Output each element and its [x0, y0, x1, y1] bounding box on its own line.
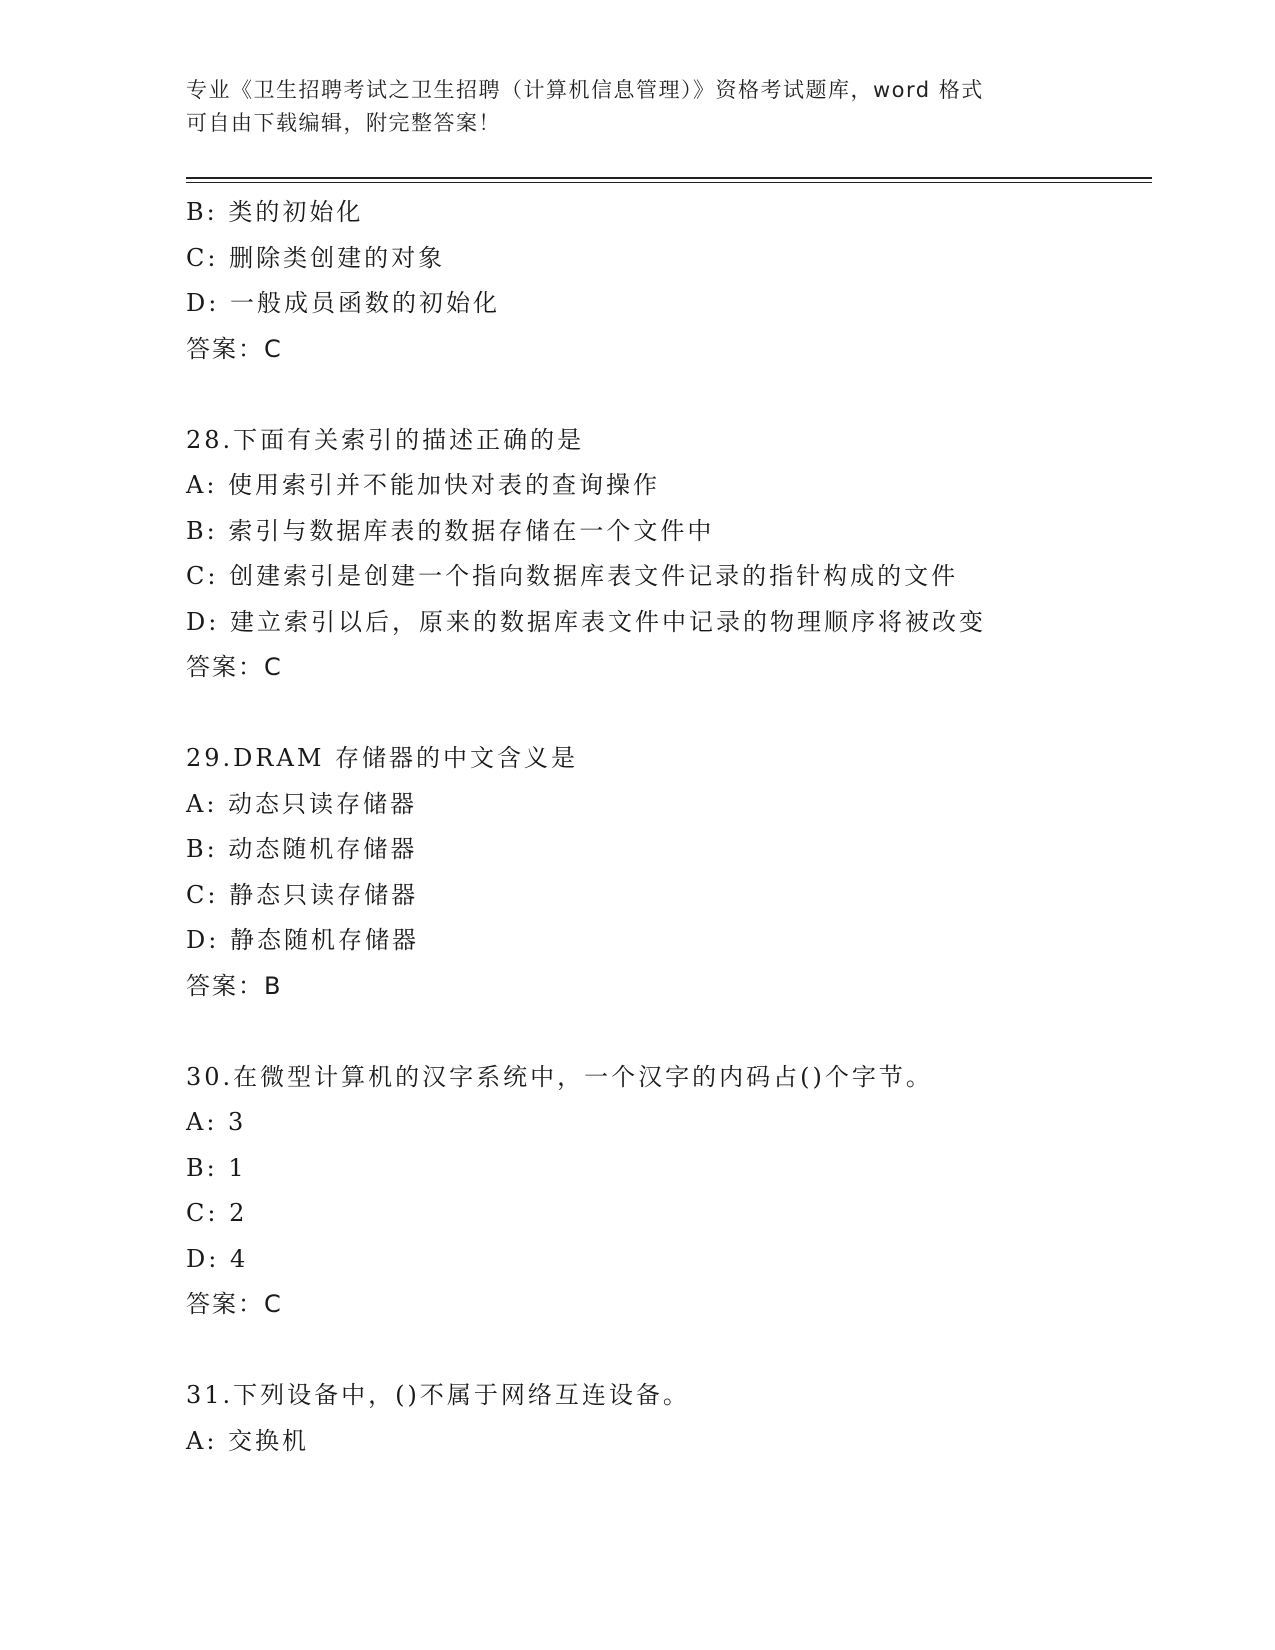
option-d: D: 一般成员函数的初始化	[186, 289, 500, 317]
question-text: 31.下列设备中，()不属于网络互连设备。	[186, 1381, 690, 1409]
question-text: 28.下面有关索引的描述正确的是	[186, 425, 585, 454]
document-header	[186, 74, 1076, 140]
answer-line: 答案：C	[186, 334, 283, 363]
option-a: A: 动态只读存储器	[186, 789, 418, 818]
option-b: B: 动态随机存储器	[186, 835, 418, 863]
question-text: 30.在微型计算机的汉字系统中，一个汉字的内码占()个字节。	[186, 1062, 933, 1091]
header-divider-thin	[186, 182, 1152, 183]
question-block-27	[186, 190, 1146, 372]
question-block-31	[186, 1373, 1146, 1464]
header-divider-thick	[186, 177, 1152, 179]
spacer	[186, 1328, 1146, 1374]
option-b: B: 类的初始化	[186, 198, 364, 226]
option-a: A: 使用索引并不能加快对表的查询操作	[186, 471, 661, 499]
answer-line: 答案：C	[186, 1290, 283, 1318]
header-line-2: 可自由下载编辑，附完整答案！	[186, 111, 501, 135]
option-b: B: 1	[186, 1153, 247, 1182]
option-c: C: 创建索引是创建一个指向数据库表文件记录的指针构成的文件	[186, 562, 959, 590]
option-d: D: 4	[186, 1244, 249, 1273]
answer-line: 答案：B	[186, 971, 283, 1000]
option-d: D: 建立索引以后，原来的数据库表文件中记录的物理顺序将被改变	[186, 607, 986, 636]
option-a: A: 交换机	[186, 1426, 310, 1455]
option-a: A: 3	[186, 1108, 247, 1136]
option-d: D: 静态随机存储器	[186, 926, 419, 954]
question-block-28	[186, 418, 1146, 691]
question-text: 29.DRAM 存储器的中文含义是	[186, 744, 579, 772]
option-c: C: 删除类创建的对象	[186, 243, 446, 272]
option-c: C: 2	[186, 1199, 248, 1227]
answer-line: 答案：C	[186, 653, 283, 681]
question-block-30	[186, 1055, 1146, 1328]
header-line-1: 专业《卫生招聘考试之卫生招聘（计算机信息管理）》资格考试题库，word 格式	[186, 78, 984, 102]
question-block-29	[186, 736, 1146, 1009]
option-b: B: 索引与数据库表的数据存储在一个文件中	[186, 516, 715, 545]
option-c: C: 静态只读存储器	[186, 880, 419, 909]
spacer	[186, 691, 1146, 737]
spacer	[186, 372, 1146, 418]
question-list	[186, 190, 1146, 1464]
spacer	[186, 1009, 1146, 1055]
